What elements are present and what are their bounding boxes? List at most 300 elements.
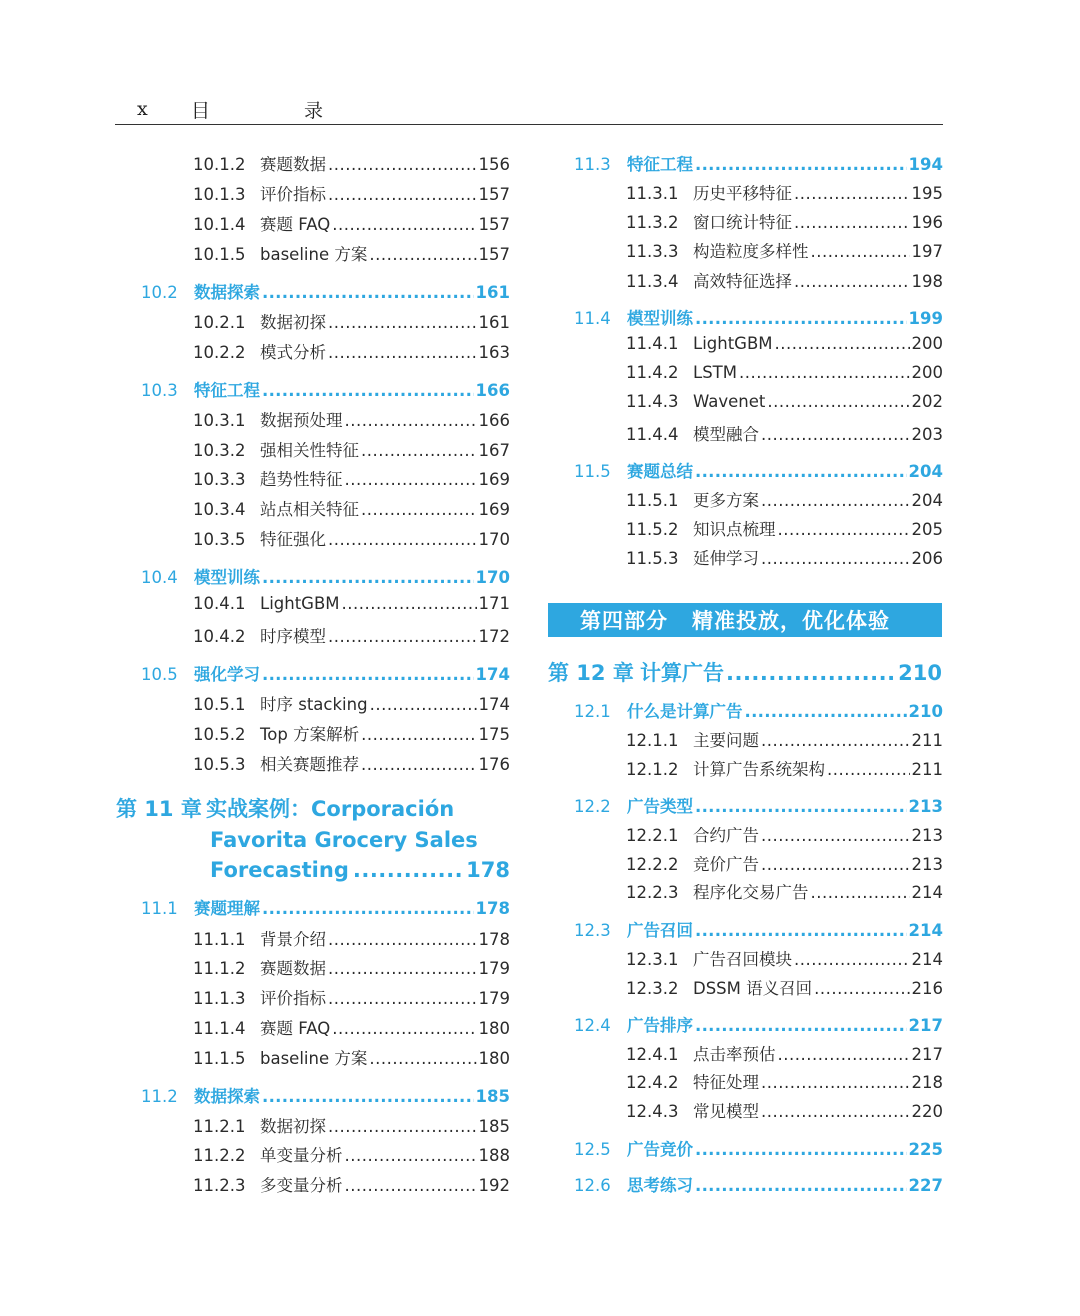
toc-page: 178 (475, 899, 510, 918)
toc-title: 什么是计算广告 (627, 702, 743, 721)
toc-page: 175 (478, 725, 510, 744)
leader-dots (761, 855, 910, 874)
toc-number: 10.2.2 (193, 343, 246, 362)
toc-page: 178 (478, 930, 510, 949)
toc-title: 窗口统计特征 (693, 213, 792, 232)
leader-dots (695, 462, 907, 481)
toc-page: 200 (911, 334, 943, 353)
leader-dots (761, 491, 910, 510)
toc-page: 195 (911, 184, 943, 203)
leader-dots (361, 755, 477, 774)
toc-page: 180 (478, 1049, 510, 1068)
toc-number: 10.2 (141, 283, 178, 302)
toc-subsection[interactable] (626, 238, 943, 262)
toc-subsection[interactable] (193, 1172, 510, 1196)
toc-title: 常见模型 (693, 1102, 759, 1121)
toc-title: 赛题理解 (194, 899, 260, 918)
toc-title: 合约广告 (693, 826, 759, 845)
toc-title: 趋势性特征 (260, 470, 343, 489)
toc-subsection[interactable] (193, 437, 510, 461)
toc-number: 11.4.3 (626, 392, 679, 411)
leader-dots (695, 921, 907, 940)
toc-title: 赛题数据 (260, 155, 326, 174)
running-title: 目 录 (191, 100, 368, 122)
toc-title: 强相关性特征 (260, 441, 359, 460)
toc-subsection[interactable] (193, 526, 510, 550)
toc-number: 11.3.3 (626, 242, 679, 261)
leader-dots (328, 627, 477, 646)
toc-page: 167 (478, 441, 510, 460)
toc-page: 179 (478, 989, 510, 1008)
toc-page: 180 (478, 1019, 510, 1038)
toc-subsection[interactable] (193, 1113, 510, 1137)
leader-dots (695, 309, 907, 328)
toc-page: 205 (911, 520, 943, 539)
toc-page: 188 (478, 1146, 510, 1165)
toc-page: 214 (908, 921, 943, 940)
toc-title: 数据预处理 (260, 411, 343, 430)
toc-section[interactable] (574, 1172, 943, 1196)
leader-dots (761, 549, 910, 568)
toc-number: 10.3.4 (193, 500, 246, 519)
toc-title: 广告召回 (627, 921, 693, 940)
leader-dots (332, 1019, 476, 1038)
toc-title: DSSM 语义召回 (693, 979, 813, 998)
leader-dots (814, 979, 909, 998)
leader-dots (262, 665, 474, 684)
leader-dots (695, 1176, 907, 1195)
toc-number: 12.4.3 (626, 1102, 679, 1121)
leader-dots (262, 381, 474, 400)
toc-page: 220 (911, 1102, 943, 1121)
toc-title: 更多方案 (693, 491, 759, 510)
leader-dots (345, 1176, 477, 1195)
toc-number: 12.4 (574, 1016, 611, 1035)
chapter-title-line1: 实战案例：Corporación (206, 797, 455, 821)
toc-title: 延伸学习 (693, 549, 759, 568)
toc-title: 评价指标 (260, 185, 326, 204)
toc-number: 12.4.1 (626, 1045, 679, 1064)
toc-subsection[interactable] (626, 1041, 943, 1065)
leader-dots (775, 334, 910, 353)
toc-number: 12.2.1 (626, 826, 679, 845)
toc-subsection[interactable] (193, 926, 510, 950)
toc-number: 10.1.5 (193, 245, 246, 264)
toc-title: 赛题 FAQ (260, 215, 331, 234)
toc-subsection[interactable] (626, 516, 943, 540)
toc-subsection[interactable] (193, 594, 510, 613)
toc-page: 166 (478, 411, 510, 430)
toc-title: 程序化交易广告 (693, 883, 809, 902)
toc-number: 12.2.3 (626, 883, 679, 902)
toc-section[interactable] (141, 564, 510, 588)
leader-dots (345, 1146, 477, 1165)
toc-title: 数据初探 (260, 1117, 326, 1136)
chapter-title: 计算广告 (640, 661, 724, 685)
toc-title: Wavenet (693, 392, 766, 411)
leader-dots (761, 731, 910, 750)
toc-title: 竞价广告 (693, 855, 759, 874)
toc-number: 11.4.1 (626, 334, 679, 353)
toc-page: 194 (908, 155, 943, 174)
toc-subsection[interactable] (626, 879, 943, 903)
toc-number: 11.4.2 (626, 363, 679, 382)
toc-page: 156 (478, 155, 510, 174)
toc-title: 评价指标 (260, 989, 326, 1008)
leader-dots (745, 702, 907, 721)
toc-subsection[interactable] (193, 1045, 510, 1069)
toc-title: 模式分析 (260, 343, 326, 362)
leader-dots (794, 213, 910, 232)
toc-number: 11.1.2 (193, 959, 246, 978)
toc-title: 多变量分析 (260, 1176, 343, 1195)
toc-subsection[interactable] (626, 209, 943, 233)
toc-number: 10.1.3 (193, 185, 246, 204)
toc-number: 11.1.1 (193, 930, 246, 949)
leader-dots (794, 950, 910, 969)
leader-dots (811, 242, 910, 261)
toc-number: 11.5.1 (626, 491, 679, 510)
toc-subsection[interactable] (193, 623, 510, 647)
leader-dots (328, 1117, 477, 1136)
leader-dots (778, 1045, 910, 1064)
toc-title: 知识点梳理 (693, 520, 776, 539)
part-banner (548, 603, 942, 637)
toc-number: 11.5 (574, 462, 611, 481)
toc-title: 计算广告系统架构 (693, 760, 825, 779)
toc-title: 点击率预估 (693, 1045, 776, 1064)
toc-page: 206 (911, 549, 943, 568)
toc-title: 特征工程 (194, 381, 260, 400)
leader-dots (739, 363, 910, 382)
toc-subsection[interactable] (626, 946, 943, 970)
toc-subsection[interactable] (626, 363, 943, 382)
leader-dots (328, 185, 477, 204)
leader-dots (369, 245, 476, 264)
toc-page: 197 (911, 242, 943, 261)
toc-title: 思考练习 (627, 1176, 693, 1195)
toc-number: 12.3.2 (626, 979, 679, 998)
toc-number: 11.1 (141, 899, 178, 918)
toc-section[interactable] (574, 305, 943, 329)
toc-page: 217 (911, 1045, 943, 1064)
toc-title: 广告召回模块 (693, 950, 792, 969)
toc-number: 11.4 (574, 309, 611, 328)
toc-page: 199 (908, 309, 943, 328)
toc-number: 10.3.5 (193, 530, 246, 549)
toc-title: 模型训练 (194, 568, 260, 587)
toc-number: 11.5.2 (626, 520, 679, 539)
leader-dots (328, 343, 477, 362)
leader-dots (328, 959, 477, 978)
toc-number: 11.3.1 (626, 184, 679, 203)
toc-section[interactable] (574, 1012, 943, 1036)
toc-page: 213 (911, 855, 943, 874)
toc-subsection[interactable] (193, 241, 510, 265)
leader-dots (827, 760, 910, 779)
toc-number: 12.3 (574, 921, 611, 940)
toc-title: LSTM (693, 363, 737, 382)
toc-subsection[interactable] (193, 309, 510, 333)
toc-number: 10.4.1 (193, 594, 246, 613)
toc-section[interactable] (141, 1083, 510, 1107)
toc-subsection[interactable] (193, 955, 510, 979)
toc-subsection[interactable] (193, 211, 510, 235)
toc-subsection[interactable] (626, 334, 943, 353)
toc-page: 203 (911, 425, 943, 444)
toc-number: 11.2.2 (193, 1146, 246, 1165)
toc-number: 12.4.2 (626, 1073, 679, 1092)
toc-number: 11.3.2 (626, 213, 679, 232)
toc-subsection[interactable] (193, 181, 510, 205)
chapter-title-line2: Favorita Grocery Sales (210, 827, 478, 852)
toc-number: 11.2.1 (193, 1117, 246, 1136)
chapter-label: 第 12 章 (548, 661, 634, 685)
chapter-11-entry[interactable] (116, 794, 510, 886)
toc-subsection[interactable] (626, 822, 943, 846)
toc-section[interactable] (141, 661, 510, 685)
toc-title: 广告排序 (627, 1016, 693, 1035)
page-header (115, 96, 943, 125)
toc-title: 相关赛题推荐 (260, 755, 359, 774)
toc-page: 204 (908, 462, 943, 481)
toc-title: 构造粒度多样性 (693, 242, 809, 261)
leader-dots (811, 883, 910, 902)
toc-page: 157 (478, 245, 510, 264)
toc-number: 12.2 (574, 797, 611, 816)
toc-subsection[interactable] (626, 1098, 943, 1122)
toc-number: 10.1.4 (193, 215, 246, 234)
toc-title: 高效特征选择 (693, 272, 792, 291)
toc-number: 11.1.5 (193, 1049, 246, 1068)
toc-section[interactable] (141, 895, 510, 919)
leader-dots (695, 1140, 907, 1159)
chapter-page: 210 (898, 661, 942, 685)
leader-dots (695, 797, 907, 816)
toc-page: 196 (911, 213, 943, 232)
toc-number: 10.4.2 (193, 627, 246, 646)
leader-dots (361, 725, 476, 744)
toc-section[interactable] (574, 1136, 943, 1160)
toc-page: 157 (478, 185, 510, 204)
leader-dots (767, 392, 909, 411)
toc-page: 218 (911, 1073, 943, 1092)
toc-subsection[interactable] (626, 392, 943, 411)
toc-title: 数据探索 (194, 283, 260, 302)
leader-dots (262, 568, 474, 587)
toc-subsection[interactable] (193, 985, 510, 1009)
toc-page: 171 (478, 594, 510, 613)
toc-subsection[interactable] (626, 421, 943, 445)
toc-page: 225 (908, 1140, 943, 1159)
leader-dots (262, 283, 474, 302)
toc-page: 213 (908, 797, 943, 816)
toc-number: 12.6 (574, 1176, 611, 1195)
toc-section[interactable] (574, 793, 943, 817)
chapter-page: 178 (466, 858, 510, 882)
toc-page: 214 (911, 883, 943, 902)
toc-title: 赛题总结 (627, 462, 693, 481)
toc-page: 166 (475, 381, 510, 400)
toc-page: 161 (475, 283, 510, 302)
toc-number: 10.4 (141, 568, 178, 587)
toc-number: 12.5 (574, 1140, 611, 1159)
toc-subsection[interactable] (193, 1142, 510, 1166)
leader-dots (695, 155, 907, 174)
toc-title: 模型训练 (627, 309, 693, 328)
toc-subsection[interactable] (193, 721, 510, 745)
toc-subsection[interactable] (626, 487, 943, 511)
leader-dots (778, 520, 910, 539)
toc-number: 12.1 (574, 702, 611, 721)
chapter-12-entry[interactable] (548, 657, 942, 687)
toc-page: 185 (478, 1117, 510, 1136)
toc-page: 176 (478, 755, 510, 774)
toc-title: 时序 stacking (260, 695, 368, 714)
toc-number: 11.2 (141, 1087, 178, 1106)
toc-page: 174 (478, 695, 510, 714)
toc-title: baseline 方案 (260, 245, 368, 264)
toc-number: 12.1.2 (626, 760, 679, 779)
toc-number: 11.1.4 (193, 1019, 246, 1038)
toc-number: 11.3 (574, 155, 611, 174)
toc-number: 11.2.3 (193, 1176, 246, 1195)
leader-dots (328, 155, 477, 174)
toc-title: LightGBM (693, 334, 773, 353)
toc-number: 10.3.3 (193, 470, 246, 489)
toc-subsection[interactable] (193, 151, 510, 175)
toc-subsection[interactable] (193, 466, 510, 490)
toc-subsection[interactable] (193, 496, 510, 520)
toc-page: 202 (911, 392, 943, 411)
toc-subsection[interactable] (193, 339, 510, 363)
toc-title: 赛题数据 (260, 959, 326, 978)
leader-dots (794, 272, 910, 291)
leader-dots (761, 425, 910, 444)
toc-page: 161 (478, 313, 510, 332)
toc-title: 特征强化 (260, 530, 326, 549)
toc-title: 模型融合 (693, 425, 759, 444)
toc-section[interactable] (574, 917, 943, 941)
toc-title: 数据初探 (260, 313, 326, 332)
leader-dots (361, 441, 477, 460)
toc-title: 数据探索 (194, 1087, 260, 1106)
toc-page: 174 (475, 665, 510, 684)
toc-title: 广告类型 (627, 797, 693, 816)
leader-dots (370, 695, 477, 714)
toc-subsection[interactable] (193, 1015, 510, 1039)
toc-page: 216 (911, 979, 943, 998)
toc-title: 单变量分析 (260, 1146, 343, 1165)
toc-subsection[interactable] (626, 1069, 943, 1093)
toc-number: 10.5 (141, 665, 178, 684)
toc-number: 12.3.1 (626, 950, 679, 969)
toc-page: 213 (911, 826, 943, 845)
toc-number: 10.2.1 (193, 313, 246, 332)
toc-subsection[interactable] (626, 180, 943, 204)
toc-section[interactable] (574, 698, 943, 722)
toc-title: 广告竞价 (627, 1140, 693, 1159)
toc-page: 169 (478, 470, 510, 489)
leader-dots (761, 1102, 910, 1121)
leader-dots (361, 500, 477, 519)
toc-section[interactable] (574, 458, 943, 482)
toc-subsection[interactable] (626, 851, 943, 875)
leader-dots (262, 899, 474, 918)
leader-dots (794, 184, 910, 203)
toc-number: 10.3 (141, 381, 178, 400)
leader-dots (353, 855, 462, 886)
toc-page: 170 (475, 568, 510, 587)
toc-title: baseline 方案 (260, 1049, 368, 1068)
toc-subsection[interactable] (626, 545, 943, 569)
leader-dots (262, 1087, 474, 1106)
leader-dots (342, 594, 477, 613)
toc-number: 10.5.1 (193, 695, 246, 714)
leader-dots (695, 1016, 907, 1035)
toc-section[interactable] (574, 151, 943, 175)
toc-section[interactable] (141, 377, 510, 401)
toc-subsection[interactable] (193, 691, 510, 715)
toc-page: 157 (478, 215, 510, 234)
toc-title: 历史平移特征 (693, 184, 792, 203)
toc-page: 172 (478, 627, 510, 646)
toc-subsection[interactable] (626, 727, 943, 751)
toc-subsection[interactable] (193, 751, 510, 775)
toc-number: 12.1.1 (626, 731, 679, 750)
leader-dots (761, 1073, 910, 1092)
toc-number: 10.3.1 (193, 411, 246, 430)
toc-title: LightGBM (260, 594, 340, 613)
toc-number: 11.5.3 (626, 549, 679, 568)
toc-number: 11.1.3 (193, 989, 246, 1008)
toc-title: 主要问题 (693, 731, 759, 750)
leader-dots (328, 989, 477, 1008)
toc-number: 11.4.4 (626, 425, 679, 444)
toc-page: 179 (478, 959, 510, 978)
toc-page: 211 (911, 731, 943, 750)
toc-subsection[interactable] (626, 975, 943, 999)
toc-page: 192 (478, 1176, 510, 1195)
toc-page: 217 (908, 1016, 943, 1035)
part-title: 精准投放，优化体验 (692, 609, 890, 633)
toc-subsection[interactable] (626, 756, 943, 780)
leader-dots (328, 930, 477, 949)
toc-page: 185 (475, 1087, 510, 1106)
toc-title: Top 方案解析 (260, 725, 360, 744)
leader-dots (726, 661, 896, 685)
toc-page: 169 (478, 500, 510, 519)
toc-title: 站点相关特征 (260, 500, 359, 519)
toc-title: 背景介绍 (260, 930, 326, 949)
toc-title: 赛题 FAQ (260, 1019, 331, 1038)
leader-dots (345, 411, 477, 430)
page-number: x (137, 98, 148, 120)
leader-dots (328, 313, 477, 332)
toc-subsection[interactable] (626, 268, 943, 292)
leader-dots (761, 826, 910, 845)
toc-title: 特征处理 (693, 1073, 759, 1092)
toc-number: 11.3.4 (626, 272, 679, 291)
leader-dots (345, 470, 477, 489)
toc-section[interactable] (141, 279, 510, 303)
toc-subsection[interactable] (193, 407, 510, 431)
toc-page: 198 (911, 272, 943, 291)
toc-page: 170 (478, 530, 510, 549)
toc-title: 特征工程 (627, 155, 693, 174)
leader-dots (369, 1049, 476, 1068)
toc-number: 10.5.3 (193, 755, 246, 774)
